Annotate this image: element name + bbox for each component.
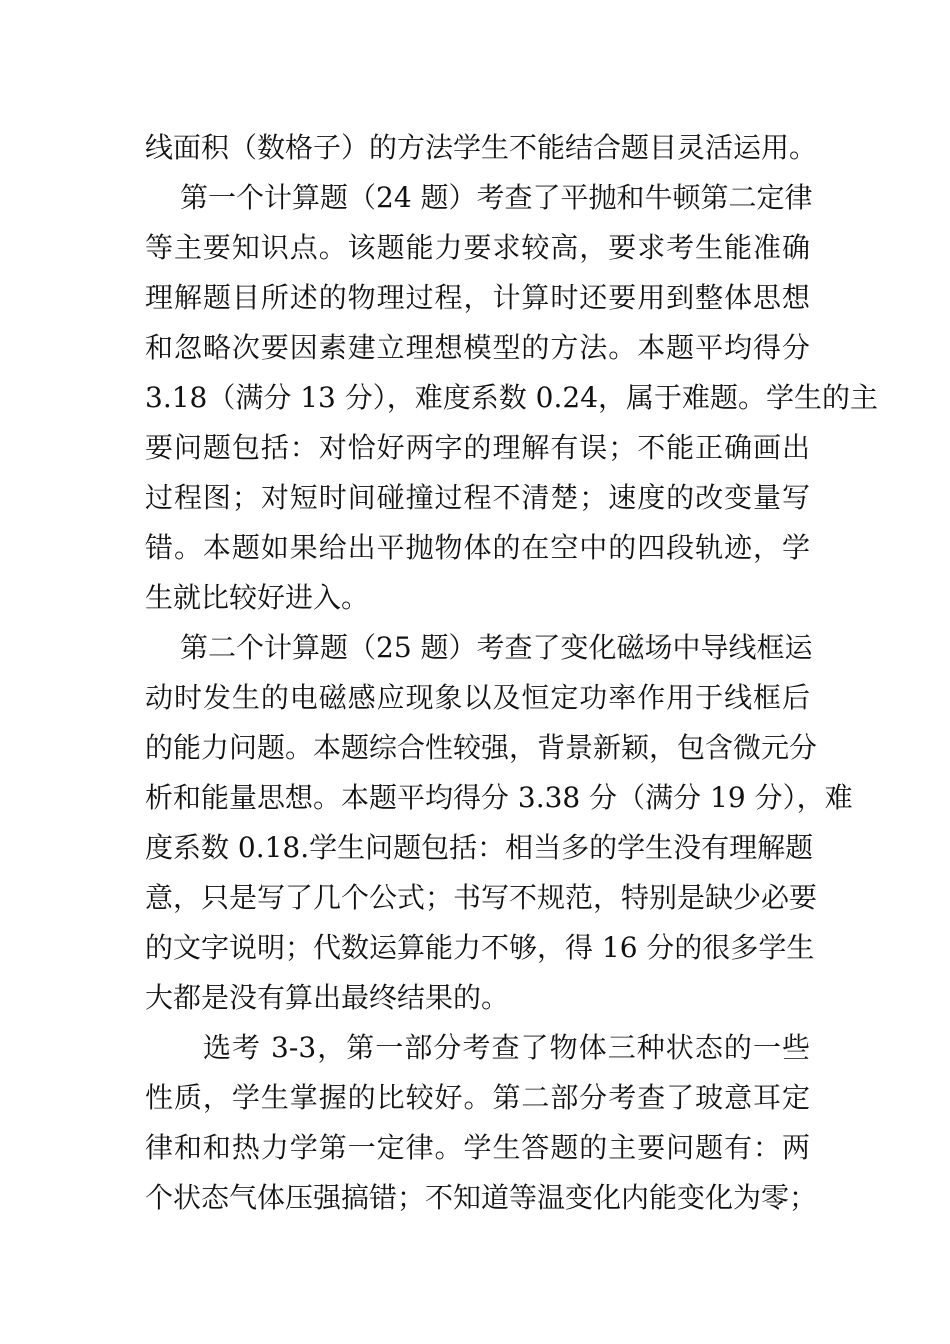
paragraph-line: 选考 3-3，第一部分考查了物体三种状态的一些 <box>203 1031 810 1064</box>
paragraph-line: 过程图；对短时间碰撞过程不清楚；速度的改变量写 <box>145 481 810 514</box>
paragraph-line: 动时发生的电磁感应现象以及恒定功率作用于线框后 <box>145 681 810 714</box>
paragraph-line: 3.18（满分 13 分），难度系数 0.24，属于难题。学生的主 <box>145 381 879 414</box>
paragraph-line: 的文字说明；代数运算能力不够，得 16 分的很多学生 <box>145 931 815 964</box>
paragraph-line: 生就比较好进入。 <box>145 581 370 614</box>
paragraph-line: 意，只是写了几个公式；书写不规范，特别是缺少必要 <box>145 881 818 914</box>
paragraph-line: 理解题目所述的物理过程，计算时还要用到整体思想 <box>145 281 810 314</box>
paragraph-line: 析和能量思想。本题平均得分 3.38 分（满分 19 分），难 <box>145 781 853 814</box>
paragraph-line: 度系数 0.18.学生问题包括：相当多的学生没有理解题 <box>145 831 814 864</box>
paragraph-line: 律和和热力学第一定律。学生答题的主要问题有：两 <box>145 1131 810 1164</box>
paragraph-line: 要问题包括：对恰好两字的理解有误；不能正确画出 <box>145 431 810 464</box>
paragraph-line: 个状态气体压强搞错；不知道等温变化内能变化为零； <box>145 1181 818 1214</box>
paragraph-line: 性质，学生掌握的比较好。第二部分考查了玻意耳定 <box>145 1081 810 1114</box>
paragraph-line: 等主要知识点。该题能力要求较高，要求考生能准确 <box>145 231 810 264</box>
paragraph-line: 线面积（数格子）的方法学生不能结合题目灵活运用。 <box>145 131 818 164</box>
paragraph-line: 的能力问题。本题综合性较强，背景新颖，包含微元分 <box>145 731 818 764</box>
paragraph-line: 和忽略次要因素建立理想模型的方法。本题平均得分 <box>145 331 810 364</box>
paragraph-line: 错。本题如果给出平抛物体的在空中的四段轨迹，学 <box>145 531 810 564</box>
paragraph-line: 第一个计算题（24 题）考查了平抛和牛顿第二定律 <box>180 181 813 214</box>
paragraph-line: 大都是没有算出最终结果的。 <box>145 981 510 1014</box>
paragraph-line: 第二个计算题（25 题）考查了变化磁场中导线框运 <box>180 631 813 664</box>
